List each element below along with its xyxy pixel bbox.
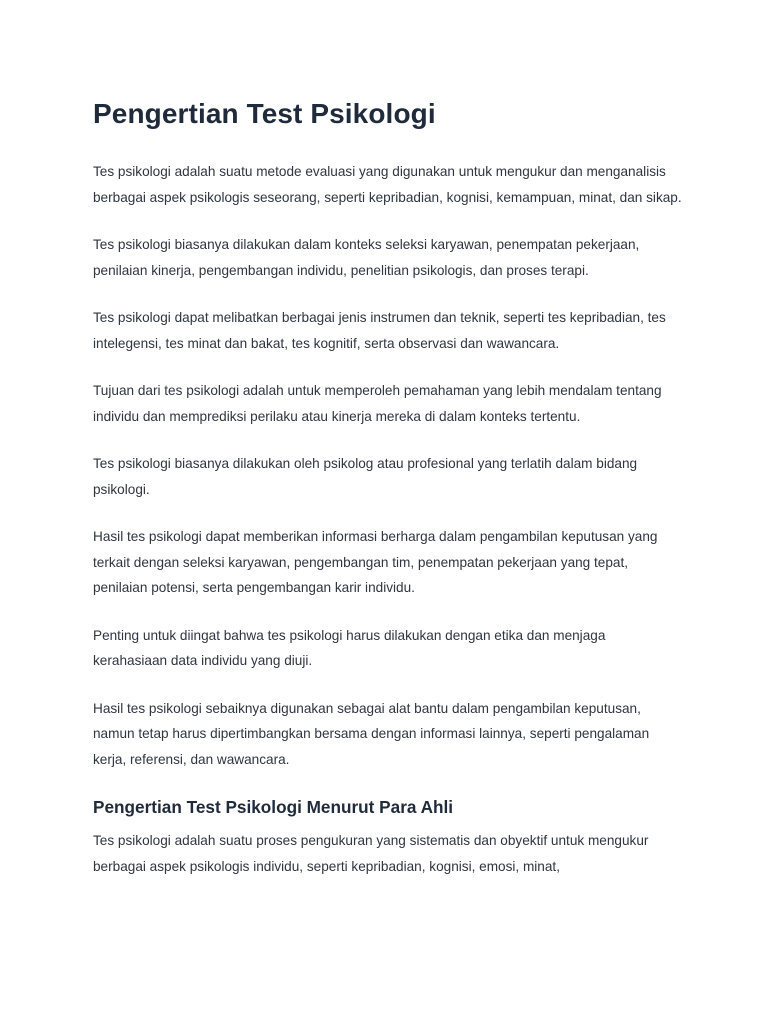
paragraph: Hasil tes psikologi sebaiknya digunakan sebagai alat bantu dalam pengambilan keputusan, namun tetap harus dipertimbangkan bersama dengan informasi lainnya, seperti pengalaman kerja, referensi, dan wawancara. bbox=[93, 700, 650, 767]
paragraph: Tes psikologi dapat melibatkan berbagai jenis instrumen dan teknik, seperti tes kepribadian, tes intelegensi, tes minat dan bakat, tes kognitif, serta observasi dan wawancara. bbox=[93, 310, 666, 351]
paragraph: Tes psikologi adalah suatu metode evaluasi yang digunakan untuk mengukur dan menganalisis berbagai aspek psikologis seseorang, seperti kepribadian, kognisi, kemampuan, minat, dan sikap. bbox=[93, 164, 682, 205]
document-page bbox=[93, 96, 683, 901]
section-heading: Pengertian Test Psikologi Menurut Para Ahli bbox=[93, 797, 454, 817]
paragraph: Hasil tes psikologi dapat memberikan informasi berharga dalam pengambilan keputusan yang terkait dengan seleksi karyawan, pengembangan tim, penempatan pekerjaan yang tepat, penilaian potensi, serta pengembangan karir individu. bbox=[93, 529, 658, 595]
paragraph: Tes psikologi biasanya dilakukan dalam konteks seleksi karyawan, penempatan pekerjaan, penilaian kinerja, pengembangan individu, penelitian psikologis, dan proses terapi. bbox=[93, 237, 640, 278]
paragraph: Penting untuk diingat bahwa tes psikologi harus dilakukan dengan etika dan menjaga kerahasiaan data individu yang diuji. bbox=[93, 627, 606, 668]
paragraph: Tes psikologi biasanya dilakukan oleh psikolog atau profesional yang terlatih dalam bidang psikologi. bbox=[93, 456, 638, 497]
page-title: Pengertian Test Psikologi bbox=[93, 98, 436, 129]
paragraph: Tujuan dari tes psikologi adalah untuk memperoleh pemahaman yang lebih mendalam tentang individu dan memprediksi perilaku atau kinerja mereka di dalam konteks tertentu. bbox=[93, 383, 662, 424]
section-paragraph: Tes psikologi adalah suatu proses pengukuran yang sistematis dan obyektif untuk mengukur berbagai aspek psikologis individu, seperti kepribadian, kognisi, emosi, minat, bbox=[93, 833, 649, 874]
